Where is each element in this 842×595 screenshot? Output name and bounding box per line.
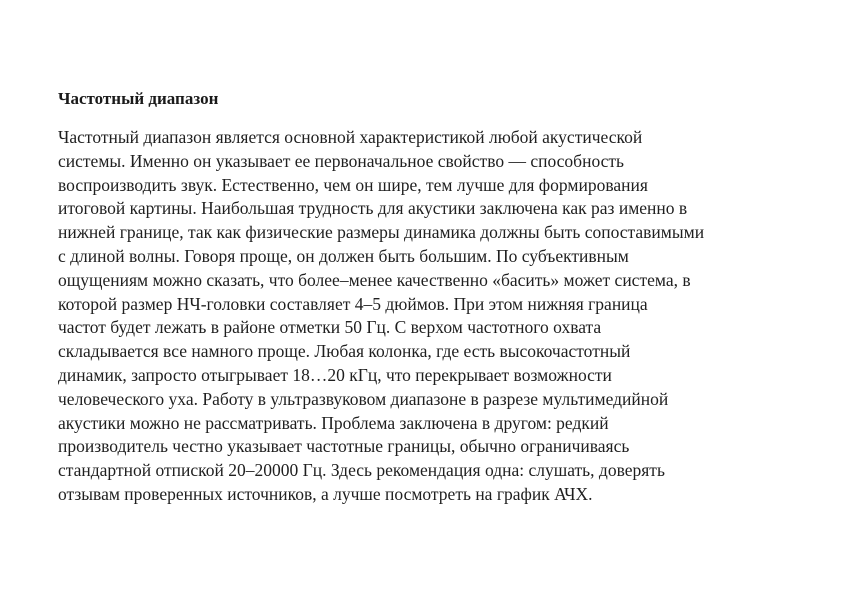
section-heading: Частотный диапазон	[58, 89, 219, 108]
paragraph-line: ощущениям можно сказать, что более–менее качественно «басить» может система, в	[58, 269, 691, 290]
paragraph-line: воспроизводить звук. Естественно, чем он шире, тем лучше для формирования	[58, 174, 648, 195]
paragraph-line: динамик, запросто отыгрывает 18…20 кГц, что перекрывает возможности	[58, 364, 612, 385]
paragraph-line: которой размер НЧ-головки составляет 4–5 дюймов. При этом нижняя граница	[58, 293, 648, 314]
paragraph-line: частот будет лежать в районе отметки 50 Гц. С верхом частотного охвата	[58, 317, 602, 338]
paragraph-line: системы. Именно он указывает ее первоначальное свойство — способность	[58, 150, 625, 171]
paragraph-line: производитель честно указывает частотные границы, обычно ограничиваясь	[58, 436, 630, 457]
paragraph-line: Частотный диапазон является основной характеристикой любой акустической	[58, 127, 643, 147]
paragraph-line: стандартной отпиской 20–20000 Гц. Здесь рекомендация одна: слушать, доверять	[58, 460, 665, 481]
paragraph-line: итоговой картины. Наибольшая трудность для акустики заключена как раз именно в	[58, 198, 688, 219]
paragraph-line: с длиной волны. Говоря проще, он должен быть большим. По субъективным	[58, 245, 629, 266]
paragraph-line: нижней границе, так как физические размеры динамика должны быть сопоставимыми	[58, 222, 705, 243]
body-paragraph	[58, 126, 704, 507]
paragraph-line: акустики можно не рассматривать. Проблема заключена в другом: редкий	[58, 412, 609, 433]
paragraph-line: человеческого уха. Работу в ультразвуковом диапазоне в разрезе мультимедийной	[58, 388, 669, 409]
paragraph-line: отзывам проверенных источников, а лучше посмотреть на график АЧХ.	[58, 483, 593, 504]
paragraph-line: складывается все намного проще. Любая колонка, где есть высокочастотный	[58, 341, 631, 362]
